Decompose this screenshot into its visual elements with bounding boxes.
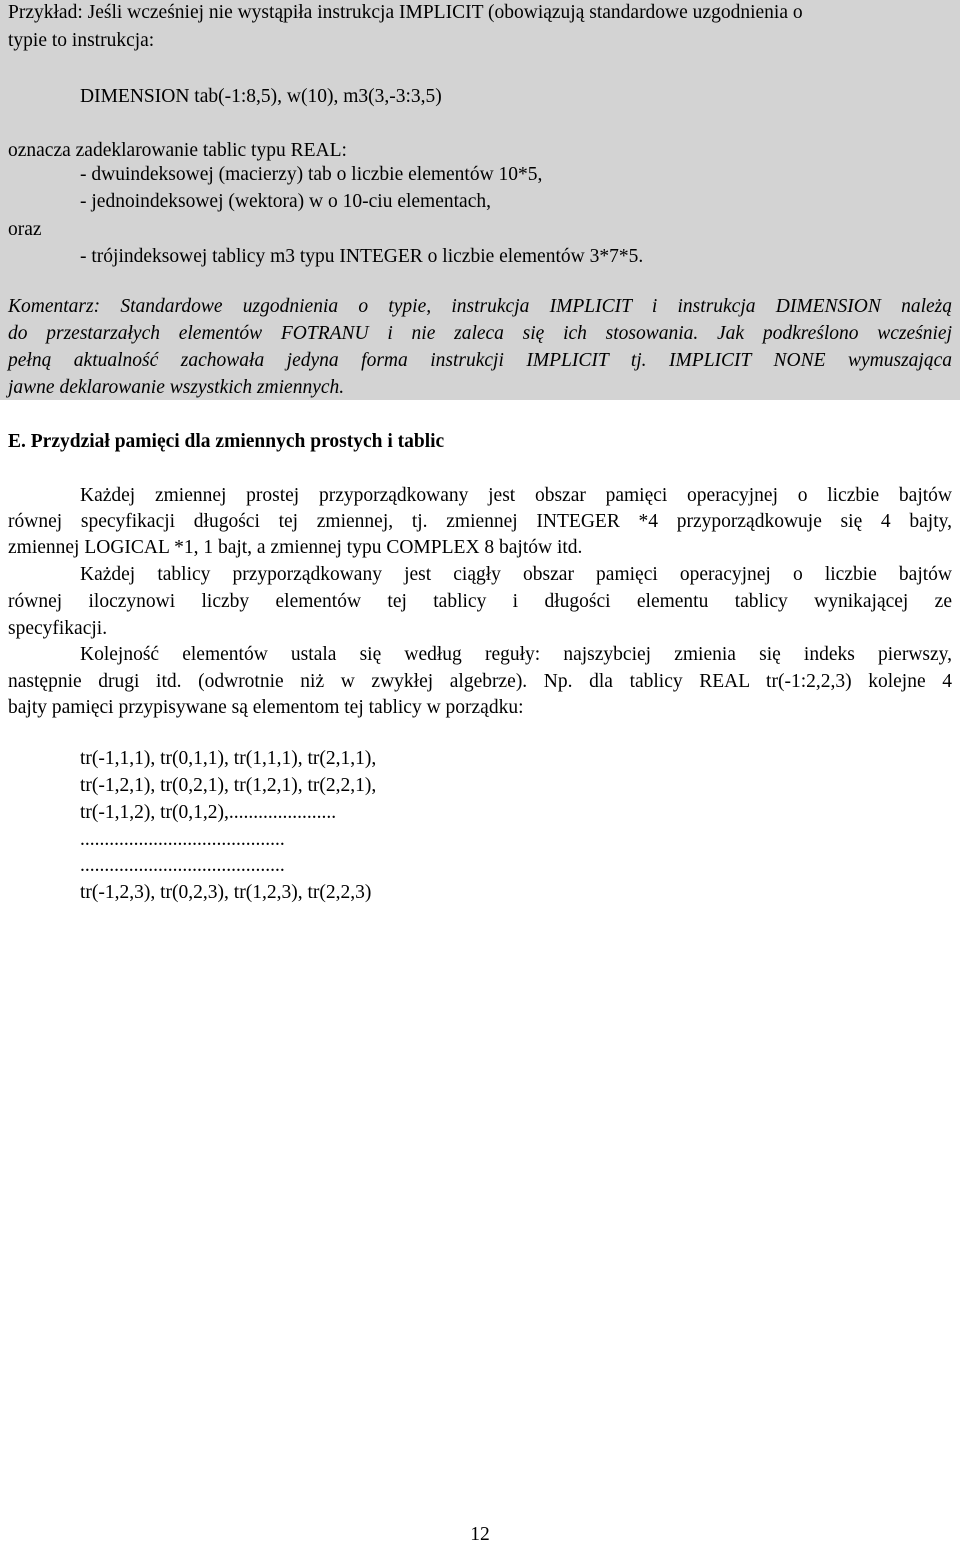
paragraph-line: równej specyfikacji długości tej zmiennej, tj. zmiennej INTEGER *4 przyporządkowuje się 4 bajty,: [8, 511, 952, 532]
sequence-line: ..........................................: [80, 855, 285, 876]
comment-line: Komentarz: Standardowe uzgodnienia o typie, instrukcja IMPLICIT i instrukcja DIMENSION należą: [8, 296, 952, 317]
paragraph-line: Każdej tablicy przyporządkowany jest ciągły obszar pamięci operacyjnej o liczbie bajtów: [80, 564, 952, 585]
comment-line: do przestarzałych elementów FOTRANU i nie zaleca się ich stosowania. Jak podkreślono wcześniej: [8, 323, 952, 344]
example-line-2: typie to instrukcja:: [8, 30, 155, 51]
comment-line: jawne deklarowanie wszystkich zmiennych.: [8, 377, 345, 398]
list-item: - jednoindeksowej (wektora) w o 10-ciu elementach,: [80, 191, 491, 212]
paragraph-line: Każdej zmiennej prostej przyporządkowany jest obszar pamięci operacyjnej o liczbie bajtów: [80, 485, 952, 506]
oraz-label: oraz: [8, 219, 42, 240]
paragraph-line: bajty pamięci przypisywane są elementom tej tablicy w porządku:: [8, 697, 524, 718]
example-intro: oznacza zadeklarowanie tablic typu REAL:: [8, 140, 347, 161]
sequence-line: tr(-1,2,1), tr(0,2,1), tr(1,2,1), tr(2,2,1),: [80, 775, 377, 796]
list-item: - dwuindeksowej (macierzy) tab o liczbie elementów 10*5,: [80, 164, 543, 185]
page-number: 12: [470, 1524, 490, 1545]
code-dimension: DIMENSION tab(-1:8,5), w(10), m3(3,-3:3,5): [80, 86, 442, 107]
paragraph-line: zmiennej LOGICAL *1, 1 bajt, a zmiennej typu COMPLEX 8 bajtów itd.: [8, 537, 583, 558]
paragraph-line: specyfikacji.: [8, 618, 108, 639]
sequence-line: tr(-1,1,1), tr(0,1,1), tr(1,1,1), tr(2,1,1),: [80, 748, 377, 769]
sequence-line: tr(-1,2,3), tr(0,2,3), tr(1,2,3), tr(2,2,3): [80, 882, 372, 903]
paragraph-line: równej iloczynowi liczby elementów tej tablicy i długości elementu tablicy wynikającej ze: [8, 591, 952, 612]
section-heading: E. Przydział pamięci dla zmiennych prostych i tablic: [8, 431, 445, 452]
sequence-line: tr(-1,1,2), tr(0,1,2),......................: [80, 802, 337, 823]
list-item: - trójindeksowej tablicy m3 typu INTEGER o liczbie elementów 3*7*5.: [80, 246, 644, 267]
paragraph-line: następnie drugi itd. (odwrotnie niż w zwykłej algebrze). Np. dla tablicy REAL tr(-1:2,2,3) kolejne 4: [8, 671, 952, 692]
example-line-1: Przykład: Jeśli wcześniej nie wystąpiła instrukcja IMPLICIT (obowiązują standardowe uzgodnienia o: [8, 2, 803, 23]
comment-line: pełną aktualność zachowała jedyna forma instrukcji IMPLICIT tj. IMPLICIT NONE wymuszająca: [8, 350, 952, 371]
sequence-line: ..........................................: [80, 829, 285, 850]
paragraph-line: Kolejność elementów ustala się według reguły: najszybciej zmienia się indeks pierwszy,: [80, 644, 952, 665]
